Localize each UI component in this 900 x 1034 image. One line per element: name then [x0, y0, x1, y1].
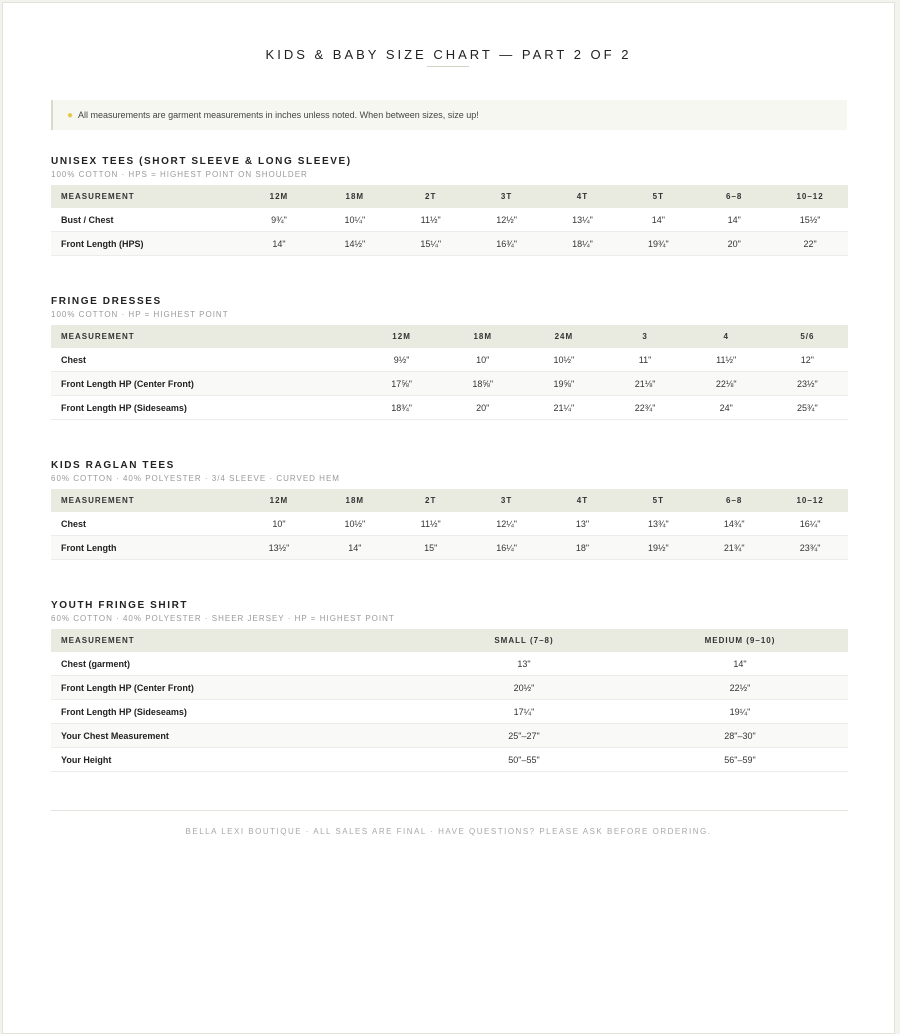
- table-cell: 13½": [241, 536, 317, 560]
- table-row: [51, 396, 848, 420]
- column-header: MEASUREMENT: [51, 185, 241, 208]
- table-row: [51, 512, 848, 536]
- table-cell: 15¼": [393, 232, 469, 256]
- column-header: 4T: [545, 489, 621, 512]
- table-cell: 16¼": [772, 512, 848, 536]
- row-label: Bust / Chest: [51, 208, 241, 232]
- table-row: [51, 700, 848, 724]
- measurement-note: [51, 100, 847, 130]
- table-header-row: [51, 325, 848, 348]
- table-cell: 9½": [361, 348, 442, 372]
- row-label: Front Length HP (Center Front): [51, 676, 416, 700]
- column-header: 4T: [545, 185, 621, 208]
- table-header-row: [51, 629, 848, 652]
- table-cell: 11½": [393, 208, 469, 232]
- table-cell: 12¼": [469, 512, 545, 536]
- row-label: Front Length (HPS): [51, 232, 241, 256]
- row-label: Front Length: [51, 536, 241, 560]
- column-header: 2T: [393, 185, 469, 208]
- table-cell: 14": [696, 208, 772, 232]
- table-cell: 19¾": [620, 232, 696, 256]
- table-row: [51, 348, 848, 372]
- table-row: [51, 536, 848, 560]
- table-cell: 21⅛": [604, 372, 685, 396]
- table-cell: 50"–55": [416, 748, 632, 772]
- table-cell: 17⅝": [361, 372, 442, 396]
- table-cell: 10½": [523, 348, 604, 372]
- table-cell: 28"–30": [632, 724, 848, 748]
- size-table: [51, 629, 848, 772]
- table-cell: 13": [545, 512, 621, 536]
- section-title: UNISEX TEES (SHORT SLEEVE & LONG SLEEVE): [51, 156, 352, 167]
- table-cell: 19½": [620, 536, 696, 560]
- table-cell: 10¼": [317, 208, 393, 232]
- column-header: MEASUREMENT: [51, 489, 241, 512]
- section-subtitle: 100% COTTON · HP = HIGHEST POINT: [51, 310, 229, 319]
- column-header: 5T: [620, 185, 696, 208]
- section-fringe-dresses: [51, 295, 848, 420]
- column-header: 2T: [393, 489, 469, 512]
- table-cell: 13¾": [620, 512, 696, 536]
- table-cell: 22½": [632, 676, 848, 700]
- footer-divider: [51, 810, 848, 811]
- table-cell: 14¾": [696, 512, 772, 536]
- table-row: [51, 372, 848, 396]
- table-cell: 18¾": [361, 396, 442, 420]
- table-cell: 16¾": [469, 232, 545, 256]
- column-header: 12M: [241, 489, 317, 512]
- size-table: [51, 325, 848, 420]
- table-cell: 56"–59": [632, 748, 848, 772]
- column-header: SMALL (7–8): [416, 629, 632, 652]
- table-cell: 13": [416, 652, 632, 676]
- section-subtitle: 100% COTTON · HPS = HIGHEST POINT ON SHOULDER: [51, 170, 308, 179]
- note-text: All measurements are garment measurements in inches unless noted. When between sizes, size up!: [78, 110, 479, 120]
- column-header: MEDIUM (9–10): [632, 629, 848, 652]
- column-header: 24M: [523, 325, 604, 348]
- row-label: Chest: [51, 348, 361, 372]
- table-cell: 15½": [772, 208, 848, 232]
- table-row: [51, 724, 848, 748]
- table-cell: 9¾": [241, 208, 317, 232]
- table-cell: 13¼": [545, 208, 621, 232]
- table-cell: 14½": [317, 232, 393, 256]
- table-cell: 21¾": [696, 536, 772, 560]
- row-label: Front Length HP (Sideseams): [51, 396, 361, 420]
- table-row: [51, 208, 848, 232]
- table-cell: 19⅝": [523, 372, 604, 396]
- row-label: Chest (garment): [51, 652, 416, 676]
- table-cell: 19¼": [632, 700, 848, 724]
- table-row: [51, 748, 848, 772]
- column-header: 6–8: [696, 185, 772, 208]
- column-header: 12M: [241, 185, 317, 208]
- size-chart-page: [2, 2, 895, 1034]
- table-cell: 20½": [416, 676, 632, 700]
- section-title: FRINGE DRESSES: [51, 296, 162, 307]
- title-divider: [427, 66, 469, 67]
- table-cell: 18": [545, 536, 621, 560]
- table-cell: 18¼": [545, 232, 621, 256]
- row-label: Your Height: [51, 748, 416, 772]
- column-header: 3T: [469, 489, 545, 512]
- table-cell: 14": [632, 652, 848, 676]
- column-header: 18M: [317, 185, 393, 208]
- row-label: Your Chest Measurement: [51, 724, 416, 748]
- table-cell: 20": [696, 232, 772, 256]
- section-unisex-tees: [51, 155, 848, 256]
- table-cell: 24": [686, 396, 767, 420]
- table-row: [51, 676, 848, 700]
- table-cell: 11½": [686, 348, 767, 372]
- table-cell: 17¼": [416, 700, 632, 724]
- table-cell: 12½": [469, 208, 545, 232]
- table-cell: 14": [317, 536, 393, 560]
- table-cell: 15": [393, 536, 469, 560]
- table-cell: 20": [442, 396, 523, 420]
- table-cell: 22⅛": [686, 372, 767, 396]
- table-cell: 21¼": [523, 396, 604, 420]
- table-cell: 23½": [767, 372, 848, 396]
- table-cell: 16¼": [469, 536, 545, 560]
- table-row: [51, 232, 848, 256]
- size-table: [51, 489, 848, 560]
- table-cell: 25"–27": [416, 724, 632, 748]
- section-title: KIDS RAGLAN TEES: [51, 460, 175, 471]
- table-header-row: [51, 489, 848, 512]
- table-cell: 22¾": [604, 396, 685, 420]
- size-table: [51, 185, 848, 256]
- table-header-row: [51, 185, 848, 208]
- column-header: 3: [604, 325, 685, 348]
- column-header: 6–8: [696, 489, 772, 512]
- table-cell: 11": [604, 348, 685, 372]
- column-header: MEASUREMENT: [51, 325, 361, 348]
- lightbulb-icon: ●: [67, 109, 74, 121]
- column-header: MEASUREMENT: [51, 629, 416, 652]
- row-label: Front Length HP (Center Front): [51, 372, 361, 396]
- page-title: KIDS & BABY SIZE CHART — PART 2 OF 2: [265, 47, 632, 62]
- footer-text: BELLA LEXI BOUTIQUE · ALL SALES ARE FINAL · HAVE QUESTIONS? PLEASE ASK BEFORE ORDERING.: [185, 827, 712, 836]
- section-youth-fringe-shirt: [51, 599, 848, 772]
- row-label: Chest: [51, 512, 241, 536]
- column-header: 4: [686, 325, 767, 348]
- row-label: Front Length HP (Sideseams): [51, 700, 416, 724]
- table-cell: 10": [442, 348, 523, 372]
- column-header: 18M: [317, 489, 393, 512]
- table-cell: 14": [241, 232, 317, 256]
- table-cell: 12": [767, 348, 848, 372]
- column-header: 18M: [442, 325, 523, 348]
- column-header: 5/6: [767, 325, 848, 348]
- table-row: [51, 652, 848, 676]
- section-title: YOUTH FRINGE SHIRT: [51, 600, 189, 611]
- column-header: 10–12: [772, 489, 848, 512]
- section-subtitle: 60% COTTON · 40% POLYESTER · 3/4 SLEEVE · CURVED HEM: [51, 474, 340, 483]
- section-kids-raglan-tees: [51, 459, 848, 560]
- table-cell: 18⅝": [442, 372, 523, 396]
- column-header: 3T: [469, 185, 545, 208]
- column-header: 5T: [620, 489, 696, 512]
- table-cell: 10½": [317, 512, 393, 536]
- table-cell: 14": [620, 208, 696, 232]
- section-subtitle: 60% COTTON · 40% POLYESTER · SHEER JERSEY · HP = HIGHEST POINT: [51, 614, 395, 623]
- column-header: 10–12: [772, 185, 848, 208]
- table-cell: 23¾": [772, 536, 848, 560]
- table-cell: 11½": [393, 512, 469, 536]
- table-cell: 25¾": [767, 396, 848, 420]
- table-cell: 10": [241, 512, 317, 536]
- column-header: 12M: [361, 325, 442, 348]
- table-cell: 22": [772, 232, 848, 256]
